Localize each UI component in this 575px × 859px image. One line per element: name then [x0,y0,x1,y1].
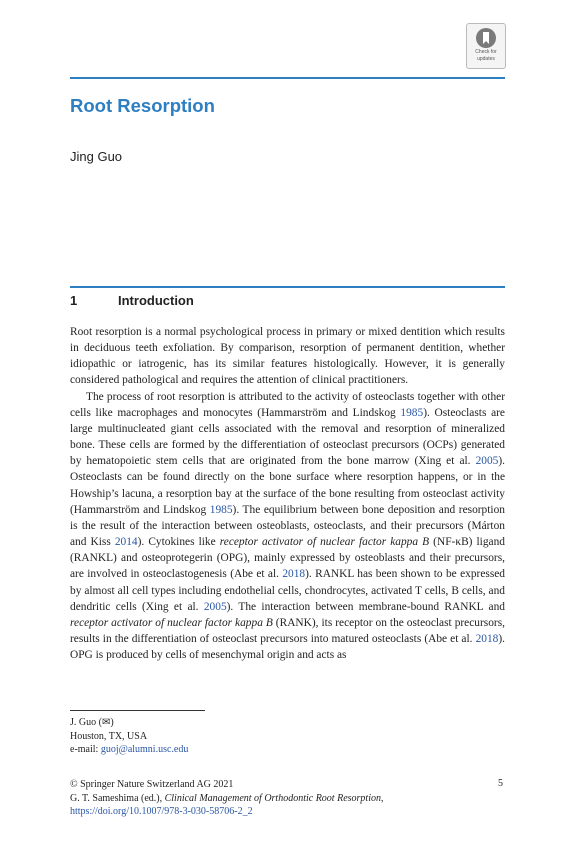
bookmark-icon [475,27,497,49]
copyright-line: © Springer Nature Switzerland AG 2021 [70,779,234,790]
title-rule [70,77,505,79]
citation-link[interactable]: 2018 [282,568,306,581]
paragraph-1: Root resorption is a normal psychological process in primary or mixed dentition which results in deciduous teeth exfoliation. By comparison, resorption of permanent dentition, whether idiopathic or iatrogenic, has its similar features histologically. However, it is generally considered pathological and requires the attention of clinical practitioners. [70,326,505,387]
footnote-author: J. Guo (✉) [70,717,114,728]
text-run: ). RANKL has been shown to be expressed by almost all cell types including endothelial cells, chondrocytes, activated T cells, B cells, and dendritic cells (Xing et al. [70,568,506,613]
text-run: ). The equilibrium between bone deposition and resorption is the result of the interaction between osteoblasts, osteoclasts, and their precursors (Márton and Kiss [70,503,505,549]
badge-label-1: Check for [475,49,497,55]
citation-link[interactable]: 2005 [475,455,499,468]
text-run: ). OPG is produced by cells of mesenchymal origin and acts as [70,632,505,662]
chapter-title: Root Resorption [70,95,215,116]
doi-link[interactable]: https://doi.org/10.1007/978-3-030-58706-2_2 [70,806,253,817]
page-number: 5 [498,778,503,789]
badge-label-2: updates [477,55,495,62]
citation-link[interactable]: 2018 [475,632,499,645]
check-for-updates-badge[interactable] [466,23,506,69]
section-rule [70,286,505,288]
footnote-rule [70,710,205,711]
editor-text: G. T. Sameshima (ed.), [70,792,165,804]
book-reference [70,792,383,806]
book-title: Clinical Management of Orthodontic Root Resorption [164,792,381,804]
text-run: ). Osteoclasts can be found directly on the bone surface where resorption happens, or in the Howship’s lacuna, a resorption bay at the surface of the bone resulting from osteoclast activity (Hammarström and Lindskog [70,455,505,516]
body-text [70,324,505,663]
citation-link[interactable]: 2005 [203,600,227,613]
text-run: ). Cytokines like [137,536,220,549]
paragraph-2 [70,389,505,664]
author-footnote [70,716,188,757]
italic-term: receptor activator of nuclear factor kappa B [70,616,273,629]
text-run: The process of root resorption is attributed to the activity of osteoclasts together with other cells like macrophages and monocytes (Hammarström and Lindskog [70,390,505,419]
text-run: ). The interaction between membrane-bound RANKL and [226,600,505,613]
publication-info [70,778,383,819]
author-name: Jing Guo [70,149,123,164]
text-run: (NF-κB) ligand (RANKL) and osteoprotegerin (OPG), mainly expressed by osteoblasts and their precursors, are involved in osteoclastogenesis (Abe et al. [70,536,505,581]
text-run: ). Osteoclasts are large multinucleated giant cells associated with the removal and resorption of mineralized bone. These cells are formed by the differentiation of osteoclast precursors (OCPs) generated by hematopoietic stem cells that are originated from the bone marrow (Xing et al. [70,406,505,468]
section-title: Introduction [118,293,194,308]
text-run: (RANK), its receptor on the osteoclast precursors, results in the differentiation of osteoclast precursors into matured osteoclasts (Abe et al. [70,616,505,645]
citation-link[interactable]: 1985 [400,406,424,419]
footnote-email-line [70,743,188,757]
citation-link[interactable]: 1985 [209,503,233,516]
comma: , [380,792,384,804]
email-link[interactable]: guoj@alumni.usc.edu [100,744,189,755]
citation-link[interactable]: 2014 [114,536,138,549]
italic-term: receptor activator of nuclear factor kappa B [219,536,430,549]
email-label: e-mail: [70,744,101,755]
section-number: 1 [70,293,78,308]
footnote-location: Houston, TX, USA [70,730,148,742]
